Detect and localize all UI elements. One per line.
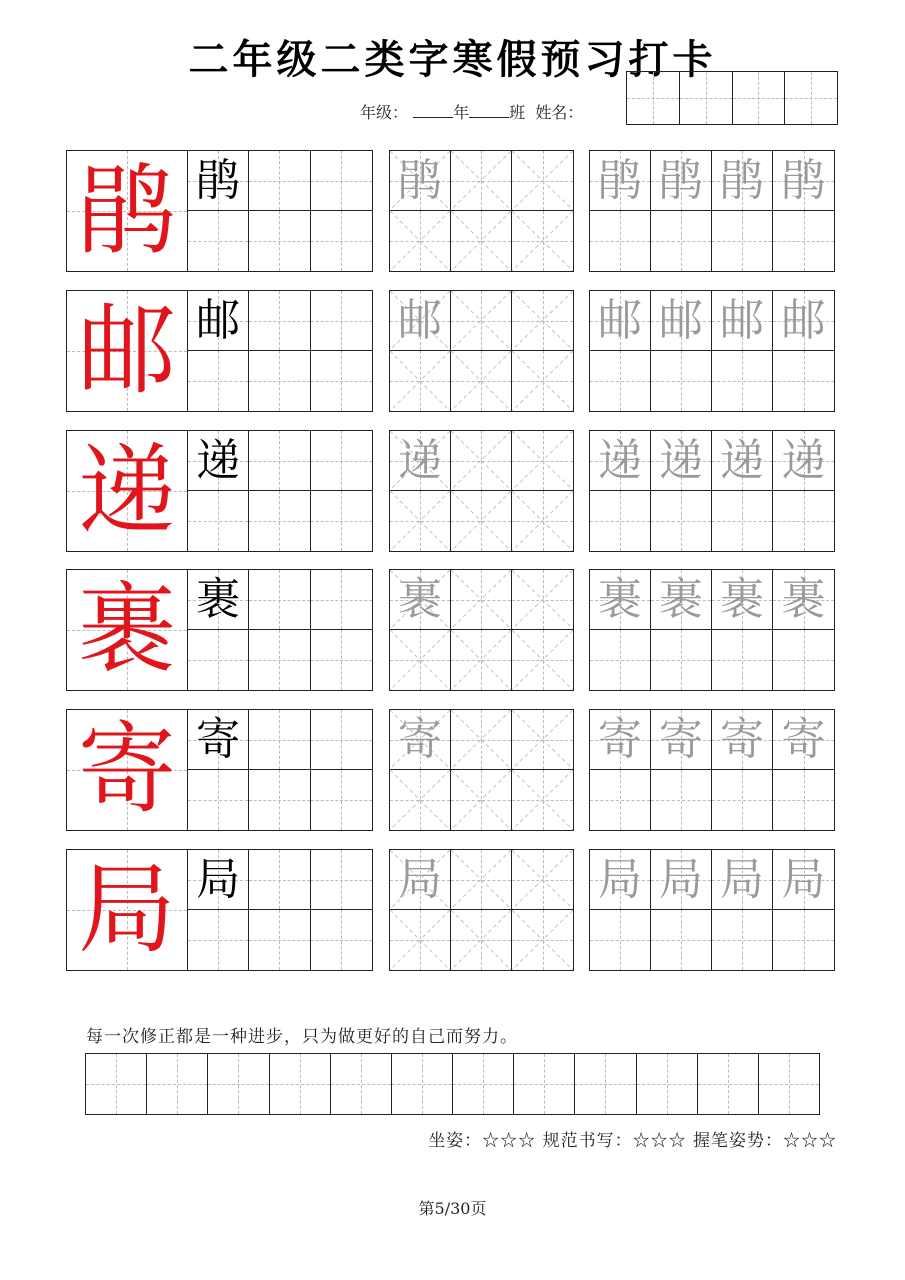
character-row: [0, 150, 905, 274]
diagonal-guide: [451, 491, 511, 551]
writing-cell[interactable]: [712, 291, 773, 351]
writing-cell[interactable]: [773, 491, 834, 551]
writing-cell[interactable]: [773, 630, 834, 690]
writing-cell[interactable]: [188, 151, 249, 211]
diagonal-guide: [451, 770, 511, 830]
writing-cell[interactable]: [590, 291, 651, 351]
copy-character: 寄: [196, 713, 241, 765]
diagonal-guide: [512, 151, 573, 210]
diagonal-guide: [512, 431, 573, 490]
writing-cell[interactable]: [390, 351, 451, 411]
writing-cell[interactable]: [451, 351, 512, 411]
trace-character: 局: [781, 853, 826, 905]
writing-cell[interactable]: [188, 850, 249, 910]
writing-cell[interactable]: [451, 491, 512, 551]
writing-cell[interactable]: [773, 431, 834, 491]
writing-cell[interactable]: [512, 431, 573, 491]
writing-cell[interactable]: [188, 910, 249, 970]
practice-cell[interactable]: [514, 1054, 575, 1114]
practice-cell[interactable]: [392, 1054, 453, 1114]
trace-character: 裹: [398, 573, 442, 625]
trace-character: 递: [781, 434, 826, 486]
model-character: 裹: [77, 573, 176, 687]
writing-cell[interactable]: [311, 570, 372, 630]
model-character-box: [66, 290, 188, 412]
practice-cell[interactable]: [147, 1054, 208, 1114]
trace-character: 邮: [398, 294, 442, 346]
writing-cell[interactable]: [712, 570, 773, 630]
copy-grid: [188, 569, 373, 691]
writing-cell[interactable]: [451, 431, 512, 491]
page-title: 二年级二类字寒假预习打卡: [188, 37, 717, 83]
diagonal-guide: [512, 351, 573, 411]
writing-cell[interactable]: [712, 770, 773, 830]
diagonal-guide: [512, 491, 573, 551]
copy-character: 裹: [196, 573, 241, 625]
mi-trace-grid: [389, 430, 574, 552]
copy-character: 局: [196, 853, 241, 905]
writing-cell[interactable]: [512, 770, 573, 830]
class-blank[interactable]: [469, 103, 509, 118]
model-character-box: [66, 709, 188, 831]
practice-cell[interactable]: [86, 1054, 147, 1114]
copy-grid: [188, 709, 373, 831]
diagonal-guide: [451, 211, 511, 271]
model-character-box: [66, 849, 188, 971]
writing-cell[interactable]: [451, 910, 512, 970]
practice-cell[interactable]: [270, 1054, 331, 1114]
name-cell[interactable]: [680, 72, 733, 124]
diagonal-guide: [451, 710, 511, 769]
practice-cell[interactable]: [331, 1054, 392, 1114]
writing-cell[interactable]: [311, 710, 372, 770]
copy-grid: [188, 150, 373, 272]
trace-character: 鹃: [398, 154, 442, 206]
trace-grid: [589, 150, 835, 272]
name-cell[interactable]: [785, 72, 837, 124]
name-label: 姓名：: [535, 103, 584, 122]
writing-cell[interactable]: [512, 211, 573, 271]
trace-character: 鹃: [720, 154, 764, 206]
writing-cell[interactable]: [451, 151, 512, 211]
year-suffix: 年: [453, 103, 470, 122]
model-character: 寄: [77, 713, 176, 827]
diagonal-guide: [451, 431, 511, 490]
writing-cell[interactable]: [712, 151, 773, 211]
character-row: [0, 569, 905, 693]
writing-cell[interactable]: [311, 291, 372, 351]
trace-character: 鹃: [659, 154, 703, 206]
writing-cell[interactable]: [651, 850, 712, 910]
character-row: [0, 430, 905, 554]
writing-cell[interactable]: [390, 770, 451, 830]
practice-cell[interactable]: [759, 1054, 819, 1114]
writing-cell[interactable]: [590, 151, 651, 211]
trace-grid: [589, 569, 835, 691]
diagonal-guide: [451, 850, 511, 909]
grade-label: 年级：: [360, 103, 409, 122]
writing-cell[interactable]: [590, 211, 651, 271]
writing-cell[interactable]: [651, 351, 712, 411]
student-info: [360, 100, 583, 123]
writing-cell[interactable]: [249, 491, 310, 551]
writing-cell[interactable]: [590, 351, 651, 411]
writing-cell[interactable]: [311, 630, 372, 690]
writing-cell[interactable]: [651, 291, 712, 351]
writing-cell[interactable]: [390, 710, 451, 770]
writing-cell[interactable]: [311, 491, 372, 551]
trace-character: 局: [398, 853, 442, 905]
writing-cell[interactable]: [311, 770, 372, 830]
grade-blank[interactable]: [413, 103, 453, 118]
writing-cell[interactable]: [651, 770, 712, 830]
writing-cell[interactable]: [590, 910, 651, 970]
writing-cell[interactable]: [249, 850, 310, 910]
trace-character: 寄: [781, 713, 826, 765]
writing-cell[interactable]: [773, 710, 834, 770]
writing-cell[interactable]: [512, 630, 573, 690]
character-row: [0, 849, 905, 973]
writing-cell[interactable]: [390, 630, 451, 690]
diagonal-guide: [512, 630, 573, 690]
trace-character: 邮: [659, 294, 703, 346]
writing-cell[interactable]: [773, 291, 834, 351]
writing-cell[interactable]: [712, 211, 773, 271]
writing-cell[interactable]: [249, 910, 310, 970]
model-character-box: [66, 569, 188, 691]
diagonal-guide: [451, 630, 511, 690]
trace-character: 递: [720, 434, 764, 486]
diagonal-guide: [390, 211, 450, 271]
writing-cell[interactable]: [712, 630, 773, 690]
writing-cell[interactable]: [590, 570, 651, 630]
trace-character: 寄: [598, 713, 642, 765]
trace-character: 递: [398, 434, 442, 486]
trace-character: 裹: [781, 573, 826, 625]
model-character: 递: [77, 434, 176, 548]
writing-cell[interactable]: [512, 151, 573, 211]
writing-cell[interactable]: [311, 431, 372, 491]
writing-cell[interactable]: [451, 710, 512, 770]
writing-cell[interactable]: [249, 770, 310, 830]
diagonal-guide: [451, 351, 511, 411]
writing-cell[interactable]: [249, 570, 310, 630]
writing-cell[interactable]: [651, 211, 712, 271]
writing-cell[interactable]: [512, 351, 573, 411]
writing-cell[interactable]: [651, 910, 712, 970]
practice-cell[interactable]: [453, 1054, 514, 1114]
writing-cell[interactable]: [651, 151, 712, 211]
model-character-box: [66, 430, 188, 552]
writing-cell[interactable]: [512, 910, 573, 970]
writing-cell[interactable]: [773, 770, 834, 830]
diagonal-guide: [512, 850, 573, 909]
practice-cell[interactable]: [575, 1054, 636, 1114]
trace-character: 局: [659, 853, 703, 905]
writing-cell[interactable]: [590, 850, 651, 910]
mi-trace-grid: [389, 709, 574, 831]
writing-cell[interactable]: [188, 431, 249, 491]
copy-character: 邮: [196, 294, 241, 346]
trace-grid: [589, 290, 835, 412]
trace-character: 寄: [659, 713, 703, 765]
practice-cell[interactable]: [208, 1054, 269, 1114]
model-character: 鹃: [77, 154, 176, 268]
writing-cell[interactable]: [512, 291, 573, 351]
writing-cell[interactable]: [773, 151, 834, 211]
writing-cell[interactable]: [512, 710, 573, 770]
character-row: [0, 709, 905, 833]
writing-cell[interactable]: [311, 211, 372, 271]
writing-cell[interactable]: [651, 630, 712, 690]
page-number: 第5/30页: [418, 1199, 487, 1218]
writing-cell[interactable]: [390, 850, 451, 910]
writing-cell[interactable]: [590, 431, 651, 491]
writing-cell[interactable]: [311, 351, 372, 411]
writing-cell[interactable]: [712, 910, 773, 970]
diagonal-guide: [390, 910, 450, 970]
writing-cell[interactable]: [590, 491, 651, 551]
diagonal-guide: [512, 570, 573, 629]
mi-trace-grid: [389, 290, 574, 412]
trace-grid: [589, 709, 835, 831]
writing-cell[interactable]: [773, 351, 834, 411]
writing-cell[interactable]: [390, 910, 451, 970]
copy-grid: [188, 290, 373, 412]
writing-cell[interactable]: [390, 211, 451, 271]
trace-character: 邮: [720, 294, 764, 346]
writing-cell[interactable]: [311, 910, 372, 970]
writing-cell[interactable]: [390, 570, 451, 630]
writing-cell[interactable]: [188, 570, 249, 630]
writing-cell[interactable]: [249, 291, 310, 351]
writing-cell[interactable]: [651, 431, 712, 491]
writing-cell[interactable]: [249, 351, 310, 411]
copy-character: 递: [196, 434, 241, 486]
writing-cell[interactable]: [188, 630, 249, 690]
writing-cell[interactable]: [773, 850, 834, 910]
trace-character: 局: [598, 853, 642, 905]
writing-cell[interactable]: [249, 710, 310, 770]
trace-character: 裹: [598, 573, 642, 625]
writing-cell[interactable]: [188, 710, 249, 770]
writing-cell[interactable]: [590, 770, 651, 830]
writing-cell[interactable]: [451, 630, 512, 690]
model-character-box: [66, 150, 188, 272]
trace-character: 寄: [398, 713, 442, 765]
model-character: 局: [77, 853, 176, 967]
writing-cell[interactable]: [451, 850, 512, 910]
diagonal-guide: [451, 570, 511, 629]
writing-cell[interactable]: [249, 431, 310, 491]
diagonal-guide: [512, 710, 573, 769]
motto-text: 每一次修正都是一种进步，只为做更好的自己而努力。: [86, 1027, 518, 1047]
writing-cell[interactable]: [188, 770, 249, 830]
trace-character: 裹: [659, 573, 703, 625]
writing-cell[interactable]: [249, 151, 310, 211]
writing-cell[interactable]: [712, 431, 773, 491]
mi-trace-grid: [389, 569, 574, 691]
writing-cell[interactable]: [451, 291, 512, 351]
diagonal-guide: [512, 211, 573, 271]
diagonal-guide: [512, 291, 573, 350]
copy-grid: [188, 430, 373, 552]
writing-cell[interactable]: [512, 850, 573, 910]
writing-cell[interactable]: [512, 491, 573, 551]
rating-line: 坐姿：☆☆☆ 规范书写：☆☆☆ 握笔姿势：☆☆☆: [428, 1131, 837, 1151]
trace-character: 邮: [598, 294, 642, 346]
writing-cell[interactable]: [773, 910, 834, 970]
writing-cell[interactable]: [712, 351, 773, 411]
diagonal-guide: [451, 291, 511, 350]
writing-cell[interactable]: [188, 211, 249, 271]
writing-cell[interactable]: [651, 710, 712, 770]
motto-practice-grid[interactable]: [85, 1053, 820, 1115]
model-character: 邮: [77, 294, 176, 408]
writing-cell[interactable]: [590, 710, 651, 770]
trace-character: 寄: [720, 713, 764, 765]
writing-cell[interactable]: [188, 491, 249, 551]
writing-cell[interactable]: [249, 630, 310, 690]
trace-character: 局: [720, 853, 764, 905]
writing-cell[interactable]: [712, 710, 773, 770]
writing-cell[interactable]: [390, 291, 451, 351]
name-cell[interactable]: [733, 72, 786, 124]
diagonal-guide: [512, 770, 573, 830]
writing-cell[interactable]: [311, 850, 372, 910]
trace-grid: [589, 430, 835, 552]
trace-character: 裹: [720, 573, 764, 625]
writing-cell[interactable]: [651, 491, 712, 551]
diagonal-guide: [390, 770, 450, 830]
writing-cell[interactable]: [773, 570, 834, 630]
writing-cell[interactable]: [188, 291, 249, 351]
trace-character: 递: [659, 434, 703, 486]
trace-character: 邮: [781, 294, 826, 346]
trace-grid: [589, 849, 835, 971]
practice-cell[interactable]: [698, 1054, 759, 1114]
mi-trace-grid: [389, 849, 574, 971]
writing-cell[interactable]: [712, 850, 773, 910]
name-box[interactable]: [626, 71, 838, 125]
class-suffix: 班: [509, 103, 526, 122]
writing-cell[interactable]: [390, 491, 451, 551]
writing-cell[interactable]: [188, 351, 249, 411]
trace-character: 鹃: [598, 154, 642, 206]
writing-cell[interactable]: [451, 570, 512, 630]
diagonal-guide: [451, 151, 511, 210]
copy-character: 鹃: [196, 154, 241, 206]
diagonal-guide: [390, 491, 450, 551]
mi-trace-grid: [389, 150, 574, 272]
practice-cell[interactable]: [637, 1054, 698, 1114]
writing-cell[interactable]: [512, 570, 573, 630]
diagonal-guide: [512, 910, 573, 970]
trace-character: 递: [598, 434, 642, 486]
diagonal-guide: [390, 630, 450, 690]
diagonal-guide: [451, 910, 511, 970]
character-row: [0, 290, 905, 414]
writing-cell[interactable]: [651, 570, 712, 630]
writing-cell[interactable]: [451, 211, 512, 271]
writing-cell[interactable]: [712, 491, 773, 551]
trace-character: 鹃: [781, 154, 826, 206]
copy-grid: [188, 849, 373, 971]
writing-cell[interactable]: [773, 211, 834, 271]
writing-cell[interactable]: [311, 151, 372, 211]
diagonal-guide: [390, 351, 450, 411]
name-cell[interactable]: [627, 72, 680, 124]
writing-cell[interactable]: [249, 211, 310, 271]
writing-cell[interactable]: [390, 431, 451, 491]
writing-cell[interactable]: [390, 151, 451, 211]
writing-cell[interactable]: [590, 630, 651, 690]
writing-cell[interactable]: [451, 770, 512, 830]
